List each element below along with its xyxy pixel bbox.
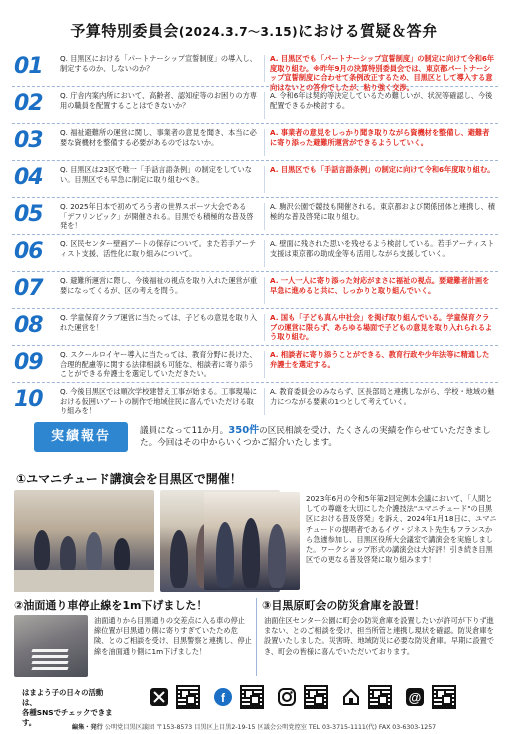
qa-row-02 [12,87,498,124]
title-main: 予算特別委員会 [70,22,179,40]
x-qr-code[interactable] [176,685,200,709]
report-section [34,422,498,458]
qa-list [12,50,498,420]
qa-number: 06 [14,239,43,264]
qa-answer: A. 教育委員会のみならず、区長部局と連携しながら、学校・地域の魅力につながる要素の1つとして考えていく。 [270,387,495,406]
footer-office: 公明党目黒区議団 [104,724,155,731]
qa-question: Q. 2025年日本で初めてろう者の世界スポーツ大会である「デフリンピック」が開催される。目黒でも積極的な普及啓発を！ [60,202,254,230]
section-divider [256,598,257,676]
footer [0,722,508,731]
section3-title: ③目黒原町会の防災倉庫を設置！ [262,599,426,612]
qa-row-07 [12,272,498,309]
qa-row-06 [12,235,498,272]
qa-number: 01 [14,54,43,79]
section2-title: ②油面通り車停止線を1m下げました！ [14,599,208,612]
qa-number: 02 [14,91,43,116]
qa-answer: A. 一人一人に寄り添った対応がまさに福祉の視点。要避難者計画を早急に進めると共に、しっかりと取り組んでいく。 [270,276,490,295]
home-qr-code[interactable] [368,685,392,709]
qa-answer: A. 事業者の意見をしっかり聞き取りながら資機材を整備し、避難者に寄り添った避難所運営ができるようしていく。 [270,128,490,147]
qa-question: Q. 庁舎内案内所において、高齢者、認知症等のお困りの方専用の職員を配置することはできないか？ [60,91,257,110]
title-period: (2024.3.7～3.15) [178,25,299,39]
qa-question: Q. 目黒区は23区で唯一「手話言語条例」の制定をしていない。目黒区でも早急に制定に取り組むべき。 [60,165,252,184]
qa-question: Q. 福祉避難所の運営に関し、事業者の意見を聞き、本当に必要な資機材を整備する必要があるのではないか。 [60,128,257,147]
report-text-pre: 議員になって11か月。 [140,426,229,436]
qa-row-10 [12,383,498,420]
qa-answer: A. 国も「子ども真ん中社会」を掲げ取り組んでいる。学童保育クラブの運営に限らず、あらゆる場面で子どもの意見を取り入れられるよう取り組む。 [270,313,493,341]
svg-text:f: f [221,691,225,705]
qa-answer: A. 壁面に残された思いを残せるよう検討している。若手アーティスト支援は東京都の助成金等も活用しながら支援していく。 [270,239,495,258]
qa-number: 07 [14,276,43,301]
facebook-qr-code[interactable] [240,685,264,709]
footer-address: 〒153-8573 目黒区上目黒2-19-15 区議会公明党控室 [156,724,307,731]
qa-number: 05 [14,202,43,227]
instagram-icon[interactable] [276,686,298,708]
threads-icon[interactable] [404,686,426,708]
qa-number: 04 [14,165,43,190]
instagram-qr-code[interactable] [304,685,328,709]
lecture-photo-3 [204,492,300,590]
qa-answer: A. 令和6年は契約等決定しているため難しいが、状況等確認し、今後配置できるか検討する。 [270,91,493,110]
home-icon[interactable] [340,686,362,708]
qa-divider [264,129,265,156]
section3-body: 油面住区センター公園に町会の防災倉庫を設置したいが許可が下りず進まない、とのご相談を受け、担当所管と連携し現状を確認。防災倉庫を設置いたしました。災害時、地域防災に必要な防災倉庫。早期に設置でき、町会の皆様に喜んでいただいております。 [264,616,495,656]
report-text-post: の区民相談を受け、たくさんの実績を作らせていただきました。今回はその中からいくつかご紹介いたします。 [140,426,491,448]
qa-row-09 [12,346,498,383]
qa-question: Q. 目黒区における「パートナーシップ宣誓制度」の導入し、制定するのか、しないのか？ [60,54,257,73]
qa-divider [264,388,265,415]
qa-number: 08 [14,313,43,338]
footer-tel: TEL 03-3715-1111(代) [308,724,377,731]
qa-divider [264,203,265,230]
qa-row-04 [12,161,498,198]
qa-divider [264,351,265,378]
footer-fax: FAX 03-6303-1257 [378,724,437,731]
qa-answer: A. 目黒区でも「手話言語条例」の制定に向けて令和6年度取り組む。 [270,165,495,174]
report-text [140,424,500,449]
qa-question: Q. スクールロイヤー導入に当たっては、教育分野に長けた、合理的配慮等に関する法律相談も可能な、相談者に寄り添うことができる弁護士を選定していただきたい。 [60,350,257,378]
qa-question: Q. 区民センター壁画アートの保存について。また若手アーティスト支援、活性化に取り組みについて。 [60,239,257,258]
stop-line-photo [14,615,88,677]
qa-answer: A. 駒沢公園で競技も開催される。東京都および関係団体と連携し、積極的な普及啓発に取り組む。 [270,202,495,221]
sns-bar [0,684,508,727]
qa-answer: A. 目黒区でも「パートナーシップ宣誓制度」の制定に向けて令和6年度取り組む。※昨年9月の決算特別委員会では、東京都パートナーシップ宣誓制度に合わせて条例改正するため、目黒区として導入する意向はないとの答弁でしたが、粘り強く交渉。 [270,54,495,92]
sns-lead-line2: 各種SNSでチェックできます。 [22,707,113,727]
page-title [0,20,508,41]
qa-divider [264,277,265,304]
qa-divider [264,166,265,193]
section1-title: ①ユマニチュード講演会を目黒区で開催！ [16,472,242,486]
qa-number: 09 [14,350,43,375]
qa-row-03 [12,124,498,161]
section2-body: 油面通りから目黒通りの交差点に入る車の停止線位置が目黒通り側に寄りすぎていたため危険、とのご相談を受け、目黒警察と連携し、停止線を油面通り側に1m下げました！ [94,616,252,656]
section1-body: 2023年6月の令和5年第2回定例本会議において、「人間としての尊厳を大切にした介護技法"ユマニチュード"の目黒区における普及啓発」を訴え、2024年1月18日に、ユマニチュードの提唱者であるイヴ・ジネスト先生もフランスから急遽参加し、目黒区役所大会議室で講演会を実施しました。ワークショップ形式の講演会は大好評！引き続き目黒区での更なる普及啓発に取り組みます！ [306,494,497,565]
qa-question: Q. 学童保育クラブ運営に当たっては、子どもの意見を取り入れた運営を！ [60,313,258,332]
qa-row-01 [12,50,498,92]
lecture-photo-1 [14,490,154,592]
qa-divider [264,240,265,267]
qa-divider [264,92,265,119]
qa-row-05 [12,198,498,235]
qa-row-08 [12,309,498,346]
x-icon[interactable] [148,686,170,708]
facebook-icon[interactable] [212,686,234,708]
qa-divider [264,314,265,341]
threads-qr-code[interactable] [432,685,456,709]
footer-label: 編集・発行 [71,724,103,731]
svg-text:@: @ [408,690,422,705]
qa-number: 10 [14,387,43,412]
qa-question: Q. 避難所運営に際し、今後福祉の視点を取り入れた運営が重要になってくるが、区の考えを問う。 [60,276,258,295]
report-badge: 実績報告 [34,422,128,452]
qa-answer: A. 相談者に寄り添うことができる、教育行政や少年法等に精通した弁護士を選定する。 [270,350,490,369]
sns-lead-line1: はまよう子の日々の活動は、 [22,688,104,707]
report-highlight: 350件 [228,425,260,436]
qa-question: Q. 今後目黒区では順次学校建替え工事が始まる。工事現場における仮囲いアートの制作で地域住民に喜んでいただける取り組みを！ [60,387,258,415]
qa-divider [264,55,265,82]
qa-number: 03 [14,128,43,153]
title-tail: における質疑＆答弁 [298,22,438,40]
